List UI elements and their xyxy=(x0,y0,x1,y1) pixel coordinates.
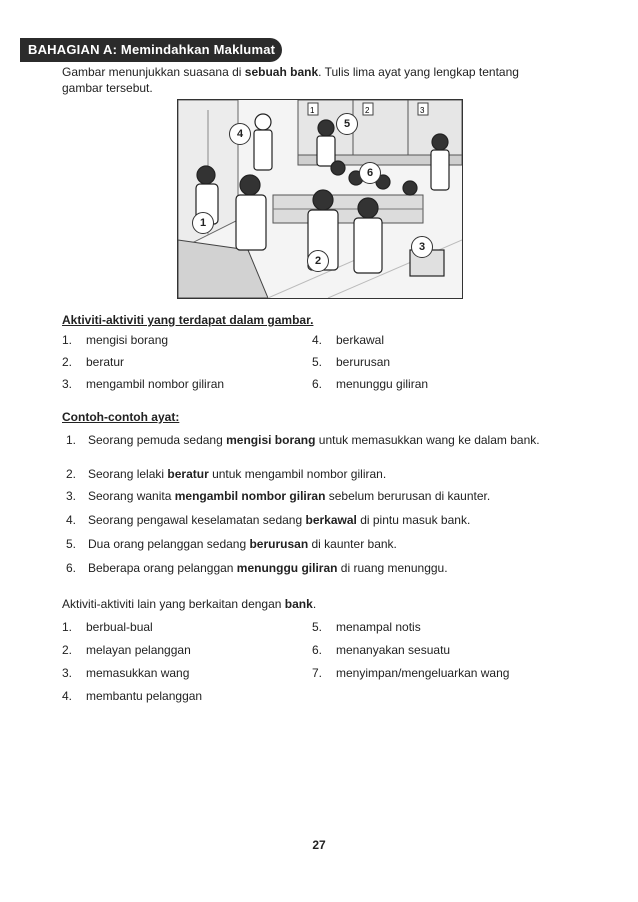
counter-sign-3: 3 xyxy=(420,106,425,115)
examples-heading: Contoh-contoh ayat: xyxy=(62,410,180,424)
figure-badge-1: 1 xyxy=(192,212,214,234)
page-number: 27 xyxy=(312,838,326,852)
figure-badge-2: 2 xyxy=(307,250,329,272)
bank-scene-illustration xyxy=(177,99,463,299)
activities-heading: Aktiviti-aktiviti yang terdapat dalam gambar. xyxy=(62,313,314,327)
instruction-part1: Gambar menunjukkan suasana di xyxy=(62,65,245,79)
other-activities-intro: Aktiviti-aktiviti lain yang berkaitan dengan bank. xyxy=(62,597,317,611)
instruction-part2: . Tulis lima ayat yang lengkap tentang gambar tersebut. xyxy=(62,65,519,95)
section-banner: BAHAGIAN A: Memindahkan Maklumat xyxy=(20,38,282,62)
figure-badge-6: 6 xyxy=(359,162,381,184)
other-activities-list: 1. berbual-bual 2. melayan pelanggan 3. memasukkan wang 4. membantu pelanggan 5. menampal notis 6. menanyakan sesuatu 7. menyimpan/mengeluarkan wang xyxy=(62,620,510,703)
instruction-bold: sebuah bank xyxy=(244,65,319,79)
activities-list: 1. mengisi borang 2. beratur 3. mengambil nombor giliran 4. berkawal 5. berurusan 6. menunggu giliran xyxy=(62,333,429,391)
counter-sign-2: 2 xyxy=(365,106,370,115)
figure-badge-5: 5 xyxy=(336,113,358,135)
instruction-text xyxy=(62,64,562,96)
figure-badge-4: 4 xyxy=(229,123,251,145)
counter-sign-1: 1 xyxy=(310,106,315,115)
figure-badge-3: 3 xyxy=(411,236,433,258)
